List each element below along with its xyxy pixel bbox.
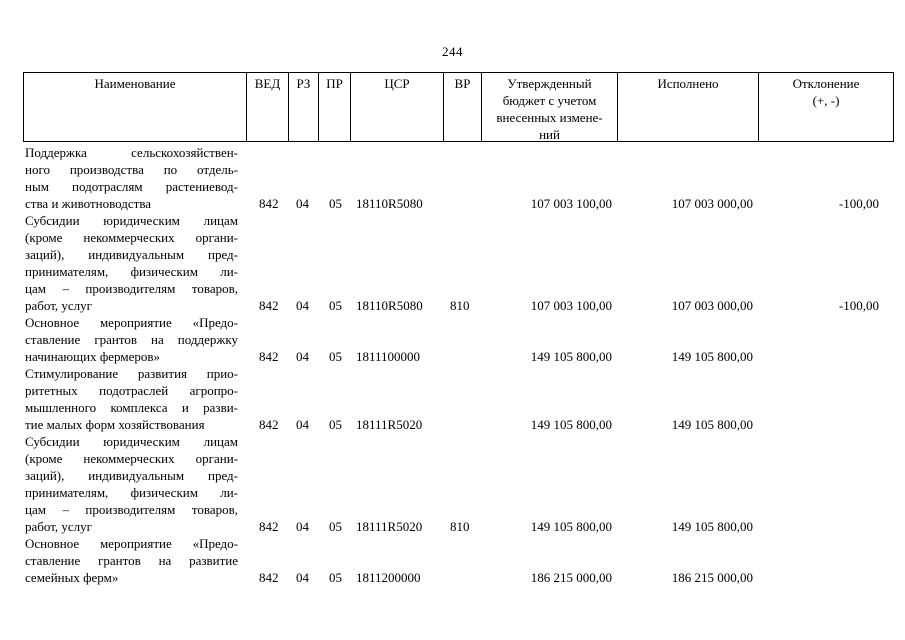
row-rz: 04 bbox=[296, 349, 309, 364]
row-name-line: работ, услуг bbox=[25, 519, 93, 534]
header-deviation bbox=[759, 73, 893, 141]
header-name bbox=[24, 73, 247, 141]
row-pr: 05 bbox=[329, 417, 342, 432]
row-name-line: ного производства по отдель- bbox=[25, 162, 238, 177]
row-ved: 842 bbox=[259, 417, 279, 432]
row-ved: 842 bbox=[259, 196, 279, 211]
row-csr: 1811100000 bbox=[356, 349, 421, 364]
row-name-line: работ, услуг bbox=[25, 298, 93, 313]
row-rz: 04 bbox=[296, 196, 309, 211]
row-pr: 05 bbox=[329, 519, 342, 534]
row-name-line: ставление грантов на поддержку bbox=[25, 332, 238, 347]
header-rz bbox=[289, 73, 319, 141]
row-name-line: заций), индивидуальным пред- bbox=[25, 468, 238, 483]
row-pr: 05 bbox=[329, 570, 342, 585]
row-deviation: -100,00 bbox=[838, 196, 879, 211]
row-name-line: Основное мероприятие «Предо- bbox=[25, 536, 238, 551]
table-header bbox=[23, 72, 894, 142]
row-rz: 04 bbox=[296, 417, 309, 432]
row-budget: 107 003 100,00 bbox=[530, 196, 612, 211]
row-name-line: (кроме некоммерческих органи- bbox=[25, 230, 238, 245]
header-ved-label: ВЕД bbox=[254, 76, 281, 91]
row-name-line: цам – производителям товаров, bbox=[25, 502, 238, 517]
row-name-line: Стимулирование развития прио- bbox=[25, 366, 238, 381]
page-number: 244 bbox=[442, 44, 463, 59]
row-name-line: ства и животноводства bbox=[25, 196, 152, 211]
row-name-line: принимателям, физическим ли- bbox=[25, 485, 238, 500]
row-name-line: (кроме некоммерческих органи- bbox=[25, 451, 238, 466]
row-vr: 810 bbox=[450, 519, 470, 534]
row-rz: 04 bbox=[296, 519, 309, 534]
row-vr: 810 bbox=[450, 298, 470, 313]
row-executed: 107 003 000,00 bbox=[671, 298, 753, 313]
header-executed-label: Исполнено bbox=[657, 76, 719, 91]
row-name-line: Основное мероприятие «Предо- bbox=[25, 315, 238, 330]
row-csr: 1811200000 bbox=[356, 570, 421, 585]
row-csr: 18110R5080 bbox=[356, 196, 423, 211]
header-deviation-line-1: Отклонение bbox=[792, 76, 860, 91]
header-pr bbox=[319, 73, 351, 141]
row-name-line: мышленного комплекса и разви- bbox=[25, 400, 238, 415]
row-budget: 149 105 800,00 bbox=[530, 417, 612, 432]
row-ved: 842 bbox=[259, 298, 279, 313]
header-budget-line-1: Утвержденный bbox=[507, 76, 592, 91]
header-csr bbox=[351, 73, 444, 141]
header-budget-line-3: внесенных измене- bbox=[496, 110, 603, 125]
header-csr-label: ЦСР bbox=[384, 76, 410, 91]
row-ved: 842 bbox=[259, 349, 279, 364]
row-budget: 107 003 100,00 bbox=[530, 298, 612, 313]
row-budget: 186 215 000,00 bbox=[530, 570, 612, 585]
row-name-line: ным подотраслям растениевод- bbox=[25, 179, 238, 194]
row-name bbox=[25, 144, 238, 212]
row-deviation: -100,00 bbox=[838, 298, 879, 313]
row-name-line: начинающих фермеров» bbox=[25, 349, 160, 364]
row-csr: 18110R5080 bbox=[356, 298, 423, 313]
row-name bbox=[25, 314, 238, 365]
row-name-line: принимателям, физическим ли- bbox=[25, 264, 238, 279]
header-deviation-line-2: (+, -) bbox=[812, 93, 840, 108]
row-name-line: Поддержка сельскохозяйствен- bbox=[25, 145, 238, 160]
row-name bbox=[25, 365, 238, 433]
header-pr-label: ПР bbox=[326, 76, 343, 91]
row-name bbox=[25, 212, 238, 314]
row-name-line: ставление грантов на развитие bbox=[25, 553, 238, 568]
row-ved: 842 bbox=[259, 519, 279, 534]
header-vr bbox=[444, 73, 482, 141]
row-name-line: Субсидии юридическим лицам bbox=[25, 213, 238, 228]
row-name-line: заций), индивидуальным пред- bbox=[25, 247, 238, 262]
row-name bbox=[25, 433, 238, 535]
row-csr: 18111R5020 bbox=[356, 519, 423, 534]
header-name-label: Наименование bbox=[94, 76, 176, 91]
row-rz: 04 bbox=[296, 298, 309, 313]
row-name-line: цам – производителям товаров, bbox=[25, 281, 238, 296]
header-budget bbox=[482, 73, 618, 141]
row-executed: 149 105 800,00 bbox=[671, 519, 753, 534]
header-budget-line-2: бюджет с учетом bbox=[502, 93, 597, 108]
row-pr: 05 bbox=[329, 349, 342, 364]
row-executed: 149 105 800,00 bbox=[671, 349, 753, 364]
row-name-line: ритетных подотраслей агропро- bbox=[25, 383, 238, 398]
row-budget: 149 105 800,00 bbox=[530, 519, 612, 534]
row-ved: 842 bbox=[259, 570, 279, 585]
row-pr: 05 bbox=[329, 298, 342, 313]
row-budget: 149 105 800,00 bbox=[530, 349, 612, 364]
row-pr: 05 bbox=[329, 196, 342, 211]
row-name-line: семейных ферм» bbox=[25, 570, 119, 585]
row-name-line: тие малых форм хозяйствования bbox=[25, 417, 205, 432]
header-executed bbox=[618, 73, 759, 141]
header-budget-line-4: ний bbox=[539, 127, 560, 142]
row-csr: 18111R5020 bbox=[356, 417, 423, 432]
header-rz-label: РЗ bbox=[296, 76, 311, 91]
header-vr-label: ВР bbox=[454, 76, 471, 91]
row-executed: 186 215 000,00 bbox=[671, 570, 753, 585]
row-name-line: Субсидии юридическим лицам bbox=[25, 434, 238, 449]
row-rz: 04 bbox=[296, 570, 309, 585]
header-ved bbox=[247, 73, 289, 141]
row-executed: 107 003 000,00 bbox=[671, 196, 753, 211]
row-name bbox=[25, 535, 238, 586]
row-executed: 149 105 800,00 bbox=[671, 417, 753, 432]
